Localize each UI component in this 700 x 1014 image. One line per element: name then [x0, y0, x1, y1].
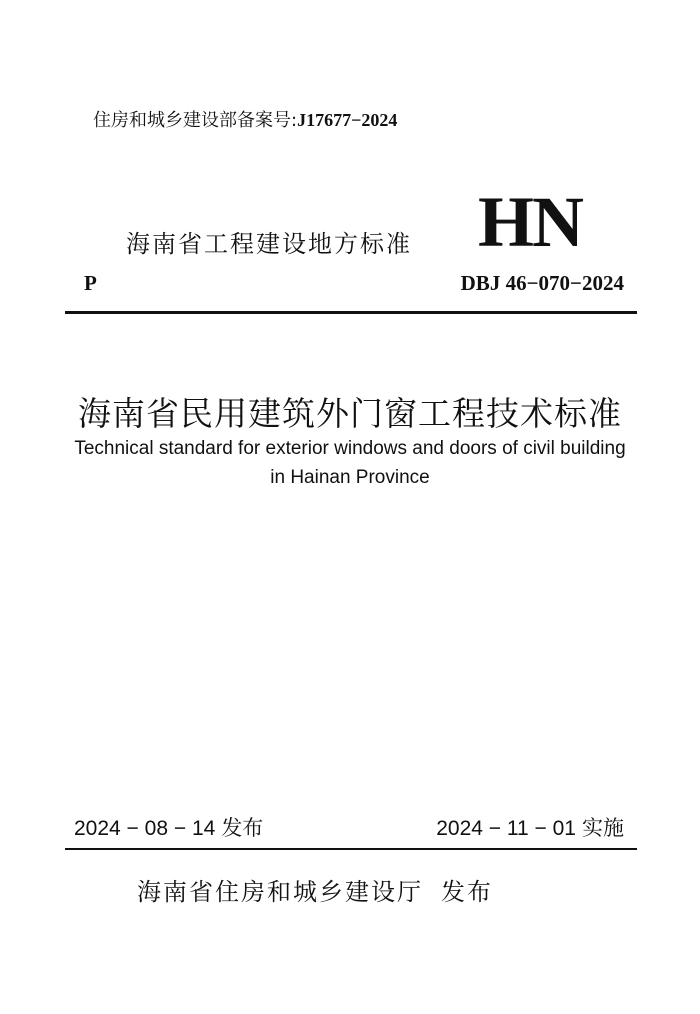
title-english-line2: in Hainan Province — [270, 467, 430, 488]
standard-type: 海南省工程建设地方标准 — [126, 230, 412, 258]
effective-word: 实施 — [582, 816, 624, 840]
title-chinese: 海南省民用建筑外门窗工程技术标准 — [78, 394, 622, 433]
publisher-action: 发布 — [441, 878, 493, 906]
filing-label: 住房和城乡建设部备案号: — [93, 110, 298, 131]
standard-code: DBJ 46−070−2024 — [460, 271, 624, 295]
filing-number: J17677−2024 — [297, 110, 398, 130]
issue-date: 2024 − 08 − 14 — [74, 817, 216, 840]
hn-logo: HN — [478, 182, 582, 262]
publisher-block — [137, 872, 493, 907]
issue-date-block — [74, 812, 263, 842]
top-divider — [65, 311, 637, 314]
effective-date-block — [436, 812, 624, 842]
effective-date: 2024 − 11 − 01 — [436, 817, 576, 840]
standard-category: P — [84, 271, 97, 295]
filing-record — [93, 106, 397, 132]
bottom-divider — [65, 848, 637, 850]
issue-word: 发布 — [221, 816, 264, 840]
publisher-name: 海南省住房和城乡建设厅 — [137, 878, 423, 906]
title-english-line1: Technical standard for exterior windows and doors of civil building — [74, 438, 626, 459]
